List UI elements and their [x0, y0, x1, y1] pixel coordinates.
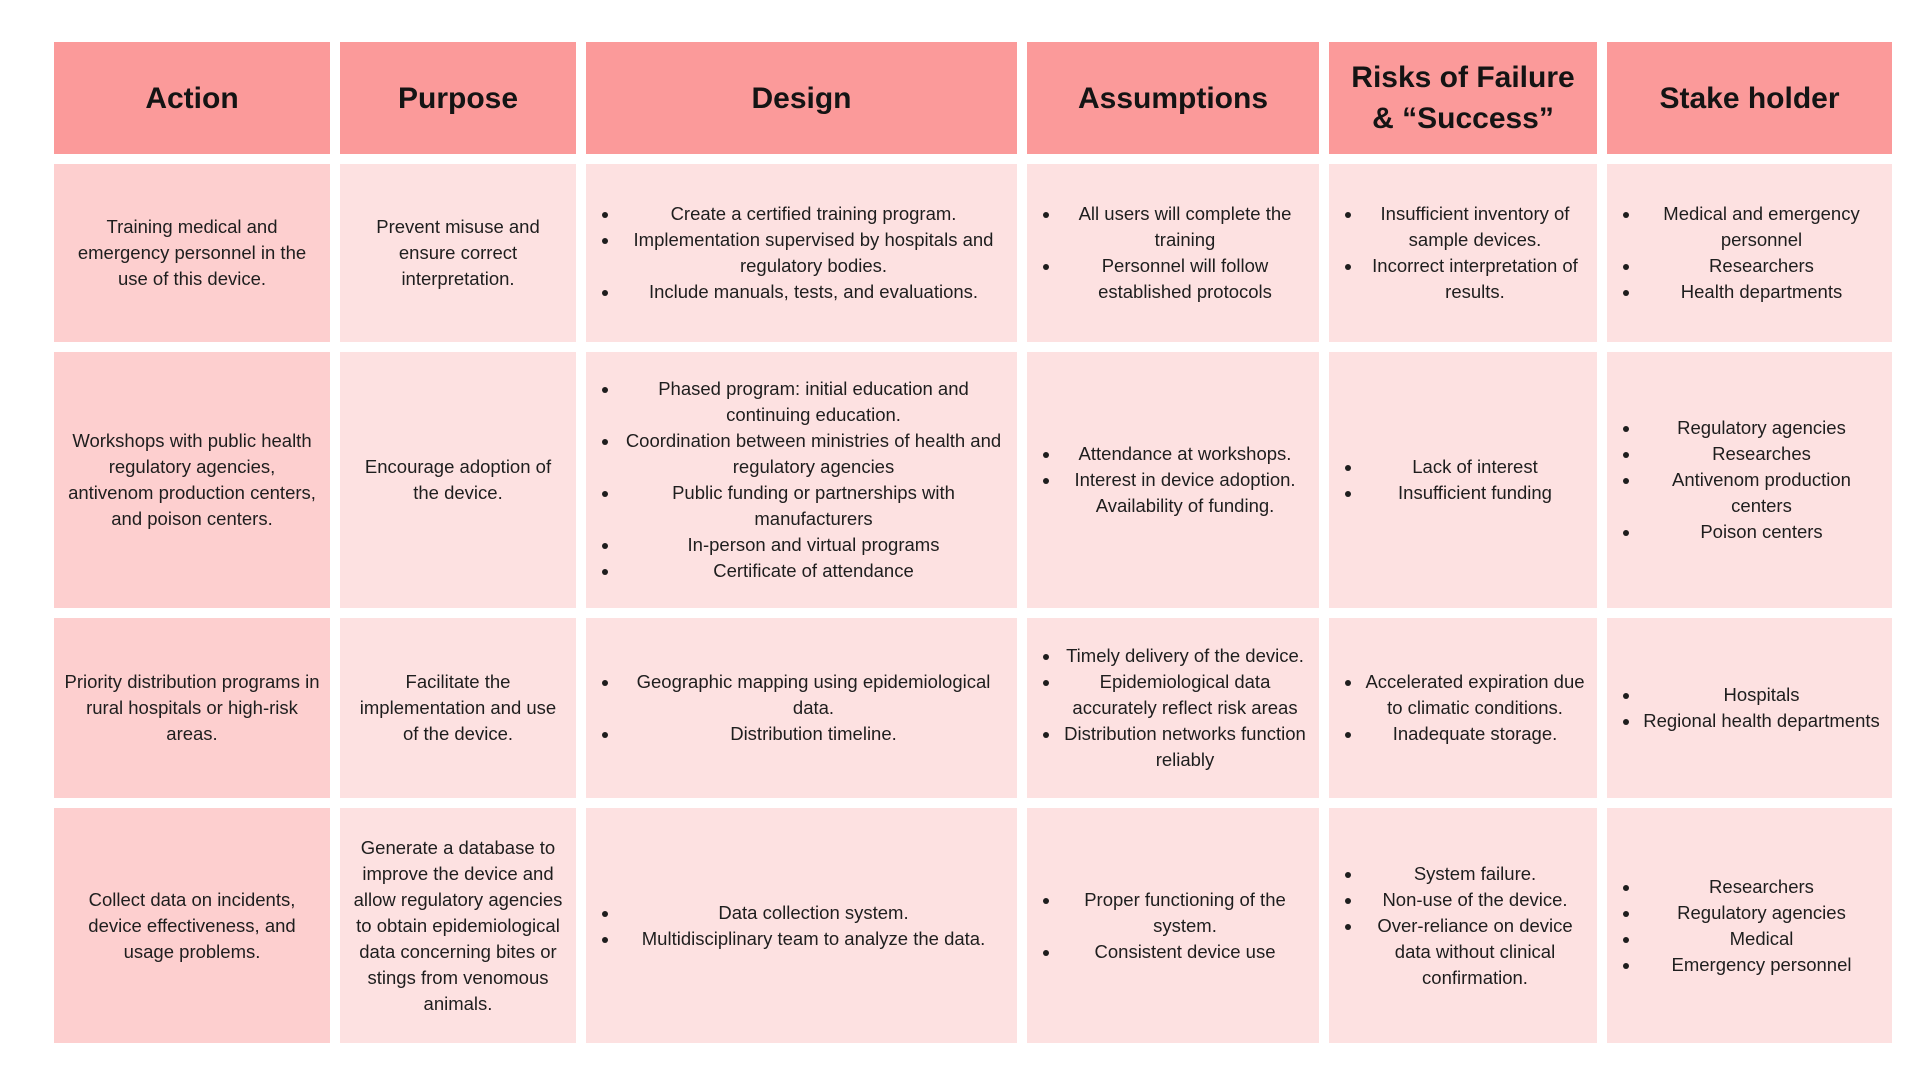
stakeholders-list — [1617, 874, 1882, 978]
design-cell — [586, 618, 1017, 798]
list-item: • Consistent device use — [1061, 939, 1309, 965]
action-cell: Training medical and emergency personnel in the use of this device. — [54, 164, 330, 342]
header-risks: Risks of Failure & “Success” — [1329, 42, 1597, 154]
risks-cell — [1329, 808, 1597, 1043]
risks-cell — [1329, 164, 1597, 342]
list-item: • Emergency personnel — [1641, 952, 1882, 978]
design-cell — [586, 808, 1017, 1043]
list-item: • Over-reliance on device data without clinical confirmation. — [1363, 913, 1587, 991]
risks-list — [1339, 201, 1587, 305]
list-item: • Distribution timeline. — [620, 721, 1007, 747]
stakeholders-cell — [1607, 164, 1892, 342]
list-item: • Implementation supervised by hospitals and regulatory bodies. — [620, 227, 1007, 279]
list-item: • Researches — [1641, 441, 1882, 467]
list-item: • Epidemiological data accurately reflect risk areas — [1061, 669, 1309, 721]
list-item: • Antivenom production centers — [1641, 467, 1882, 519]
list-item: • Hospitals — [1641, 682, 1882, 708]
list-item: • Timely delivery of the device. — [1061, 643, 1309, 669]
assumptions-cell — [1027, 618, 1319, 798]
header-action: Action — [54, 42, 330, 154]
purpose-cell: Prevent misuse and ensure correct interpretation. — [340, 164, 576, 342]
list-item: • In-person and virtual programs — [620, 532, 1007, 558]
design-cell — [586, 352, 1017, 608]
assumptions-list — [1037, 643, 1309, 773]
assumptions-list — [1037, 887, 1309, 965]
header-purpose: Purpose — [340, 42, 576, 154]
list-item: • Include manuals, tests, and evaluations. — [620, 279, 1007, 305]
assumptions-list — [1037, 441, 1309, 519]
stakeholders-list — [1617, 415, 1882, 545]
action-cell: Priority distribution programs in rural hospitals or high-risk areas. — [54, 618, 330, 798]
list-item: • Accelerated expiration due to climatic conditions. — [1363, 669, 1587, 721]
list-item: • Inadequate storage. — [1363, 721, 1587, 747]
list-item: • Health departments — [1641, 279, 1882, 305]
list-item: • Researchers — [1641, 874, 1882, 900]
list-item: • Personnel will follow established protocols — [1061, 253, 1309, 305]
stakeholders-cell — [1607, 352, 1892, 608]
assumptions-cell — [1027, 352, 1319, 608]
design-list — [596, 201, 1007, 305]
list-item: • Certificate of attendance — [620, 558, 1007, 584]
list-item: • Phased program: initial education and continuing education. — [620, 376, 1007, 428]
list-item: • Medical — [1641, 926, 1882, 952]
list-item: • Create a certified training program. — [620, 201, 1007, 227]
list-item: • Incorrect interpretation of results. — [1363, 253, 1587, 305]
list-item: • Insufficient inventory of sample devices. — [1363, 201, 1587, 253]
list-item: • Coordination between ministries of health and regulatory agencies — [620, 428, 1007, 480]
header-design: Design — [586, 42, 1017, 154]
list-item: • Attendance at workshops. — [1061, 441, 1309, 467]
design-list — [596, 669, 1007, 747]
assumptions-cell — [1027, 164, 1319, 342]
list-item: • Lack of interest — [1363, 454, 1587, 480]
list-item: • Medical and emergency personnel — [1641, 201, 1882, 253]
stakeholders-list — [1617, 201, 1882, 305]
purpose-cell: Generate a database to improve the device and allow regulatory agencies to obtain epidemiological data concerning bites or stings from venomous animals. — [340, 808, 576, 1043]
list-item: • Data collection system. — [620, 900, 1007, 926]
action-cell: Workshops with public health regulatory agencies, antivenom production centers, and poison centers. — [54, 352, 330, 608]
design-list — [596, 376, 1007, 584]
planning-table — [54, 42, 1892, 1043]
list-item: • Distribution networks function reliably — [1061, 721, 1309, 773]
purpose-cell: Encourage adoption of the device. — [340, 352, 576, 608]
list-item: • Insufficient funding — [1363, 480, 1587, 506]
list-item: • Poison centers — [1641, 519, 1882, 545]
list-item: • Non-use of the device. — [1363, 887, 1587, 913]
header-stakeholder: Stake holder — [1607, 42, 1892, 154]
list-item: • Interest in device adoption. Availability of funding. — [1061, 467, 1309, 519]
list-item: • Regulatory agencies — [1641, 415, 1882, 441]
design-list — [596, 900, 1007, 952]
assumptions-cell — [1027, 808, 1319, 1043]
list-item: • Geographic mapping using epidemiological data. — [620, 669, 1007, 721]
list-item: • Regulatory agencies — [1641, 900, 1882, 926]
list-item: • Public funding or partnerships with manufacturers — [620, 480, 1007, 532]
list-item: • All users will complete the training — [1061, 201, 1309, 253]
risks-list — [1339, 669, 1587, 747]
assumptions-list — [1037, 201, 1309, 305]
list-item: • System failure. — [1363, 861, 1587, 887]
action-cell: Collect data on incidents, device effectiveness, and usage problems. — [54, 808, 330, 1043]
list-item: • Researchers — [1641, 253, 1882, 279]
risks-list — [1339, 454, 1587, 506]
header-assumptions: Assumptions — [1027, 42, 1319, 154]
list-item: • Regional health departments — [1641, 708, 1882, 734]
list-item: • Proper functioning of the system. — [1061, 887, 1309, 939]
purpose-cell: Facilitate the implementation and use of the device. — [340, 618, 576, 798]
list-item: • Multidisciplinary team to analyze the data. — [620, 926, 1007, 952]
stakeholders-list — [1617, 682, 1882, 734]
design-cell — [586, 164, 1017, 342]
risks-cell — [1329, 352, 1597, 608]
risks-list — [1339, 861, 1587, 991]
risks-cell — [1329, 618, 1597, 798]
stakeholders-cell — [1607, 808, 1892, 1043]
stakeholders-cell — [1607, 618, 1892, 798]
